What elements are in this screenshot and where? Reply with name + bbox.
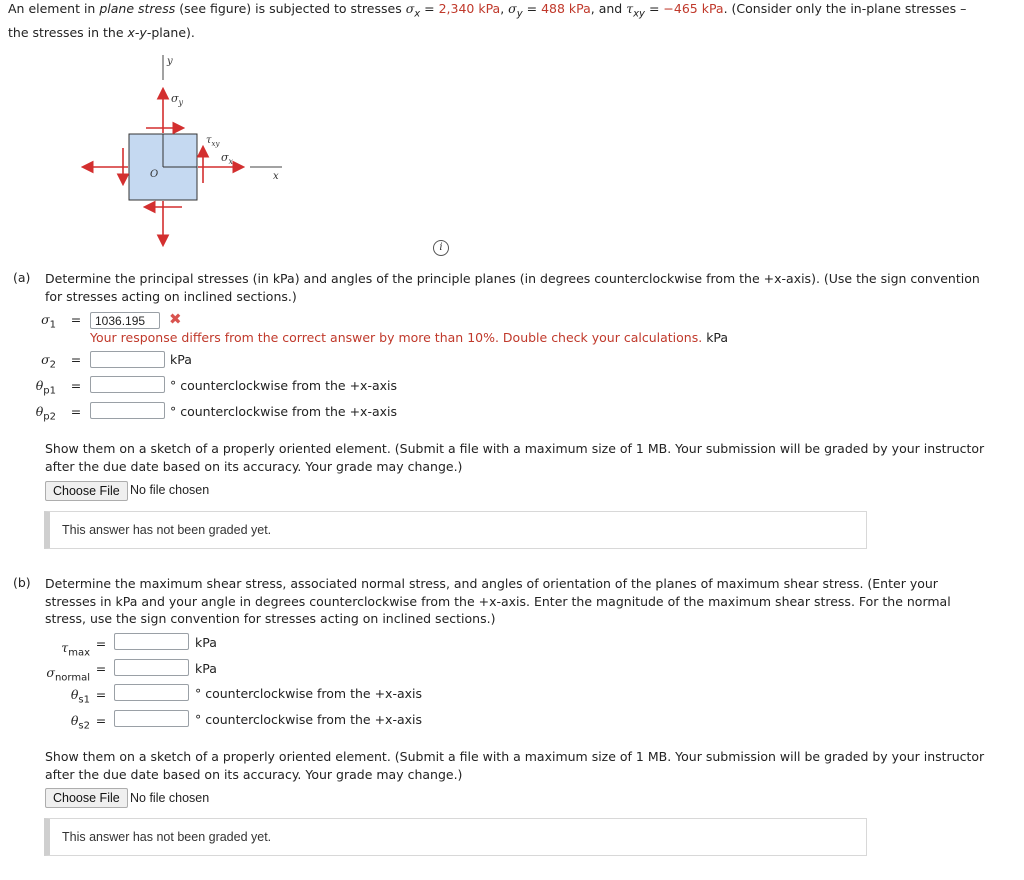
sigma-x-value: 2,340 kPa (438, 1, 501, 16)
sigma-normal-label (28, 665, 90, 684)
theta-p1-subscript: p1 (43, 385, 56, 397)
sigma1-equals: = (70, 312, 82, 327)
x-axis-label: x (273, 171, 279, 182)
sigma-normal-symbol: σ (46, 665, 55, 680)
tau-xy-subscript: xy (633, 8, 645, 20)
sigma1-input[interactable] (90, 312, 160, 329)
theta-p2-subscript: p2 (43, 411, 56, 423)
part-b-sketch-text: Show them on a sketch of a properly oriented element. (Submit a file with a maximum size of 1 MB. Your submission will be graded by your instructor after the due date based on its accuracy. Your grade may change.) (45, 749, 985, 782)
theta-s1-label (50, 687, 90, 706)
theta-s1-input[interactable] (114, 684, 189, 701)
tau-max-equals: = (95, 636, 107, 651)
sigma-normal-subscript: normal (54, 672, 90, 684)
theta-s1-equals: = (95, 687, 107, 702)
part-b-choose-file-button[interactable]: Choose File (45, 788, 128, 808)
separator: , (500, 1, 509, 16)
theta-p1-equals: = (70, 378, 82, 393)
problem-statement (8, 0, 1008, 42)
tau-xy-label: $\tau_{xy}$ (206, 135, 220, 148)
part-a-choose-file-button[interactable]: Choose File (45, 481, 128, 501)
sigma-x-label: $\sigma_x$ (221, 151, 234, 166)
theta-s2-equals: = (95, 713, 107, 728)
theta-p1-symbol: θ (35, 378, 44, 393)
part-a-no-file-text: No file chosen (130, 483, 210, 497)
sigma1-feedback-row (90, 330, 728, 345)
part-b-tag: (b) (13, 575, 31, 590)
sigma1-symbol: σ (41, 312, 50, 327)
part-b-graded-notice: This answer has not been graded yet. (44, 818, 867, 856)
tau-max-input[interactable] (114, 633, 189, 650)
part-a-tag: (a) (13, 270, 31, 285)
sigma-y-value: 488 kPa (541, 1, 591, 16)
sigma-normal-unit: kPa (195, 661, 217, 676)
incorrect-x-icon: ✖ (169, 310, 182, 328)
theta-s2-input[interactable] (114, 710, 189, 727)
sigma1-subscript: 1 (49, 319, 56, 331)
tau-xy-value: −465 kPa (663, 1, 724, 16)
theta-s1-symbol: θ (70, 687, 79, 702)
separator: , and (590, 1, 627, 16)
sigma-normal-equals: = (95, 661, 107, 676)
part-a-graded-notice: This answer has not been graded yet. (44, 511, 867, 549)
stress-element-figure (70, 50, 310, 250)
sigma1-unit: kPa (706, 330, 729, 345)
sigma-y-subscript: y (516, 8, 523, 20)
theta-s1-subscript: s1 (78, 694, 90, 706)
intro-text: the stresses in the (8, 24, 128, 40)
tau-xy-symbol: τ (626, 1, 634, 16)
theta-p1-unit: ° counterclockwise from the +x-axis (170, 378, 397, 393)
theta-p2-equals: = (70, 404, 82, 419)
info-icon[interactable]: i (433, 240, 449, 256)
theta-s2-label (50, 713, 90, 732)
theta-p2-unit: ° counterclockwise from the +x-axis (170, 404, 397, 419)
sigma2-input[interactable] (90, 351, 165, 368)
tau-max-subscript: max (68, 647, 90, 659)
theta-p1-label (28, 378, 56, 397)
sigma-normal-input[interactable] (114, 659, 189, 676)
sigma-y-symbol: σ (508, 1, 517, 16)
sigma1-feedback: Your response differs from the correct answer by more than 10%. Double check your calculations. (90, 330, 703, 345)
intro-text: (see figure) is subjected to stresses (175, 1, 406, 16)
y-axis-label: y (167, 56, 173, 67)
sigma2-symbol: σ (41, 352, 50, 367)
equals: = (644, 1, 664, 16)
equals: = (522, 1, 542, 16)
intro-plane-stress: plane stress (99, 1, 176, 16)
theta-p2-label (28, 404, 56, 423)
part-a-sketch-text: Show them on a sketch of a properly oriented element. (Submit a file with a maximum size of 1 MB. Your submission will be graded by your instructor after the due date based on its accuracy. Your grade may change.) (45, 441, 985, 474)
sigma2-subscript: 2 (49, 359, 56, 371)
origin-label: O (150, 169, 159, 180)
tau-max-symbol: τ (61, 640, 69, 655)
equals: = (420, 1, 439, 16)
sigma-y-label: $\sigma_y$ (171, 92, 184, 107)
theta-s1-unit: ° counterclockwise from the +x-axis (195, 686, 422, 701)
theta-s2-subscript: s2 (78, 720, 90, 732)
intro-text: An element in (8, 1, 100, 16)
intro-text: . (Consider only the in-plane stresses – (723, 1, 967, 16)
theta-p1-input[interactable] (90, 376, 165, 393)
sigma2-label (28, 352, 56, 371)
part-b-no-file-text: No file chosen (130, 791, 210, 805)
tau-max-unit: kPa (195, 635, 217, 650)
sigma2-equals: = (70, 352, 82, 367)
intro-xy: x-y (127, 24, 147, 40)
tau-max-label (40, 640, 90, 659)
theta-s2-unit: ° counterclockwise from the +x-axis (195, 712, 422, 727)
theta-p2-input[interactable] (90, 402, 165, 419)
sigma1-label (28, 312, 56, 331)
theta-s2-symbol: θ (70, 713, 79, 728)
intro-text: -plane). (146, 24, 195, 40)
part-b-question: Determine the maximum shear stress, associated normal stress, and angles of orientation of the planes of maximum shear stress. (Enter your stresses in kPa and your angle in degrees counterclockwise from the +x-axis. Enter the magnitude of the maximum shear stress. For the normal stress, use the sign convention for stresses acting on inclined sections.) (45, 576, 951, 626)
part-a-question: Determine the principal stresses (in kPa) and angles of the principle planes (in degrees counterclockwise from the +x-axis). (Use the sign convention for stresses acting on inclined sections.) (45, 271, 980, 304)
sigma-x-subscript: x (414, 8, 421, 20)
sigma2-unit: kPa (170, 352, 192, 367)
theta-p2-symbol: θ (35, 404, 44, 419)
sigma-x-symbol: σ (405, 1, 415, 16)
